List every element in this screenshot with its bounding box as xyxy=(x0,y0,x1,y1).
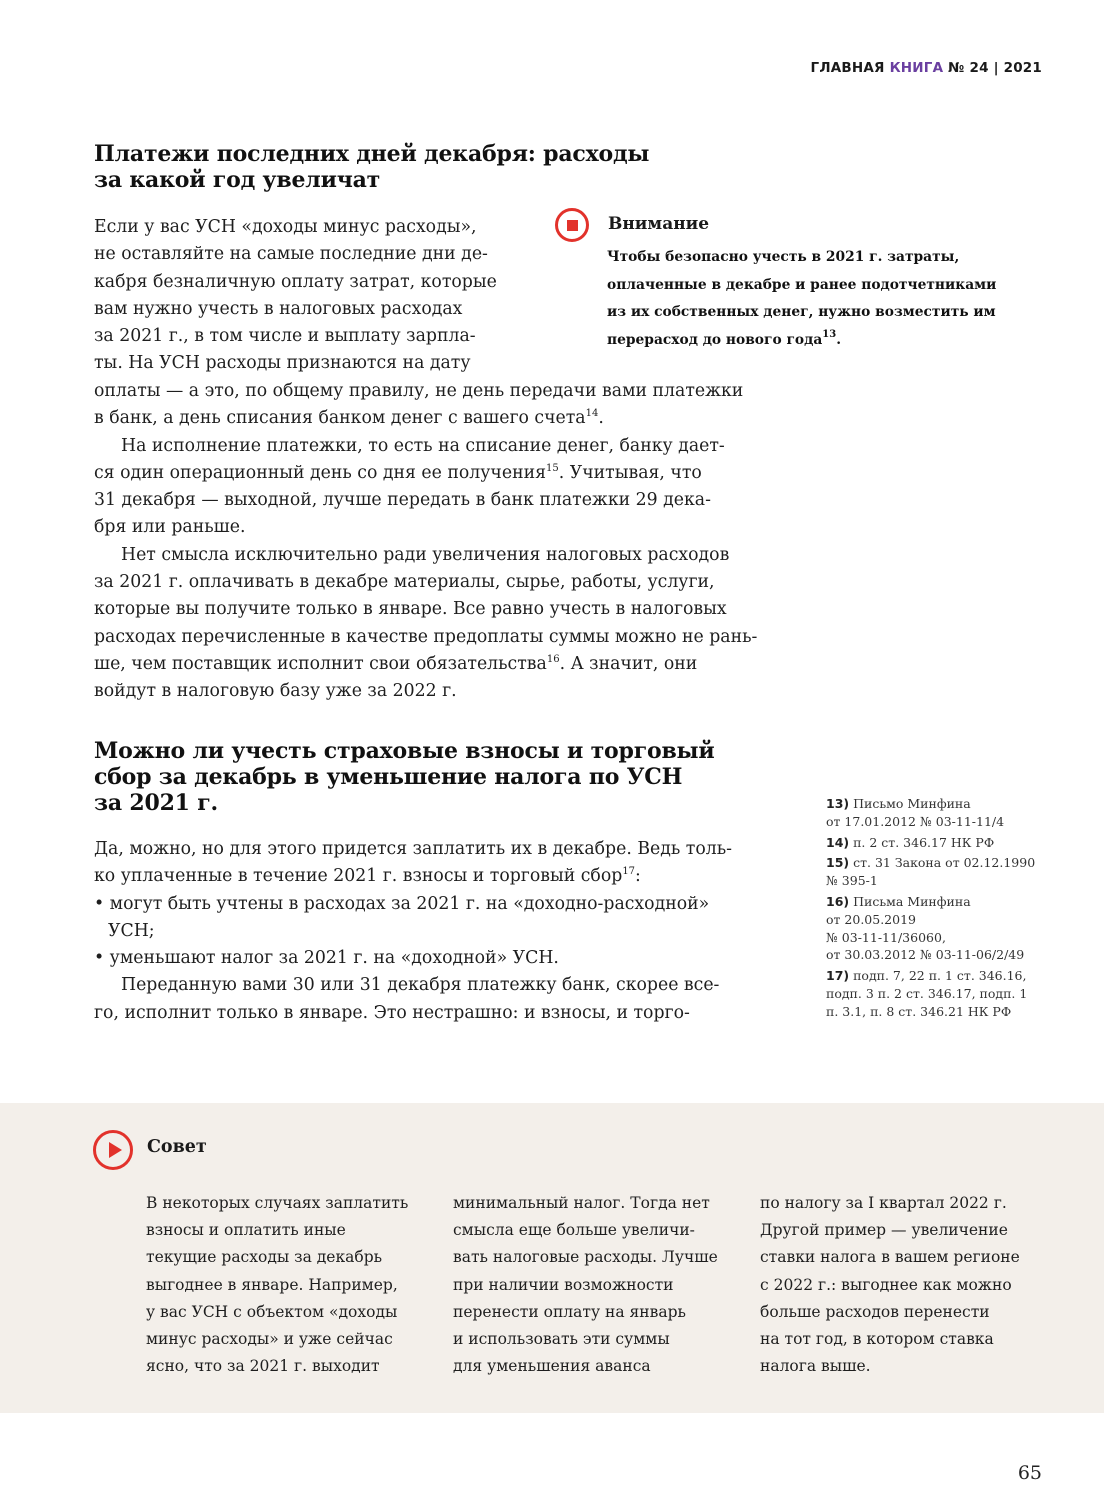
list-item: • уменьшают налог за 2021 г. на «доходной» УСН. xyxy=(94,948,559,969)
footnote-15: 15) ст. 31 Закона от 02.12.1990 № 395-1 xyxy=(826,855,1036,889)
footnote-ref-16: 16 xyxy=(546,653,560,665)
footnote-13: 13) Письмо Минфина от 17.01.2012 № 03-11-11/4 xyxy=(826,796,1005,829)
advice-column-1: В некоторых случаях заплатить взносы и оплатить иные текущие расходы за декабрь выгоднее в январе. Например, у вас УСН с объектом «доходы минус расходы» и уже сейчас ясно, что за 2021 г. выходит xyxy=(146,1194,409,1376)
footnote-ref-13: 13 xyxy=(822,328,837,340)
footnote-ref-14: 14 xyxy=(585,408,599,420)
footnotes xyxy=(826,795,1056,1024)
attention-text: Чтобы безопасно учесть в 2021 г. затраты, оплаченные в декабре и ранее подотчетниками из их собственных денег, нужно возместить им перерасход до нового года$^{13}$. xyxy=(607,249,997,348)
section1-wide-text: оплаты — а это, по общему правилу, не день передачи вами платежки в банк, а день списания банком денег с вашего счета$^{14}$. На исполнение платежки, то есть на списание денег, банку дает- ся один операционный день со дня ее получения$^{15}$. Учитывая, что 31 декабря — выходной, лучше передать в банк платежки 29 дека- бря или раньше. Нет смысла исключительно ради увеличения налоговых расходов за 2021 г. оплачивать в декабре материалы, сырье, работы, услуги, которые вы получите только в январе. Все равно учесть в налоговых расходах перечисленные в качестве предоплаты суммы можно не рань- ше, чем поставщик исполнит свои обязательства$^{16}$. А значит, они войдут в налоговую базу уже за 2022 г. xyxy=(94,381,758,702)
masthead-issue: № 24 | 2021 xyxy=(948,60,1042,76)
section1-title: Платежи последних дней декабря: расходы за какой год увеличат xyxy=(94,141,650,193)
footnote-14: 14) п. 2 ст. 346.17 НК РФ xyxy=(826,834,995,850)
footnote-17: 17) подп. 7, 22 п. 1 ст. 346.16, подп. 3 п. 2 ст. 346.17, подп. 1 п. 3.1, п. 8 ст. 346.21 НК РФ xyxy=(826,968,1028,1019)
section2-text: Да, можно, но для этого придется заплатить их в декабре. Ведь толь- ко уплаченные в течение 2021 г. взносы и торговый сбор$^{17}$: • могут быть учтены в расходах за 2021 г. на «доходно-расходной» УСН; • уменьшают налог за 2021 г. на «доходной» УСН. Переданную вами 30 или 31 декабря платежку банк, скорее все- го, исполнит только в январе. Это нестрашно: и взносы, и торго- xyxy=(94,836,774,1027)
masthead-brand-1: ГЛАВНАЯ xyxy=(810,60,885,76)
play-icon xyxy=(93,1130,133,1170)
advice-title: Совет xyxy=(147,1137,207,1157)
advice-column-3: по налогу за I квартал 2022 г. Другой пример — увеличение ставки налога в вашем регионе с 2022 г.: выгоднее как можно больше расходов перенести на тот год, в котором ставка налога выше. xyxy=(760,1194,1020,1376)
attention-stop-icon xyxy=(555,208,589,242)
masthead xyxy=(811,60,1042,76)
advice-column-2: минимальный налог. Тогда нет смысла еще больше увеличи- вать налоговые расходы. Лучше при наличии возможности перенести оплату на январь и использовать эти суммы для уменьшения аванса xyxy=(453,1194,718,1376)
attention-title: Внимание xyxy=(608,214,710,234)
page-number: 65 xyxy=(1017,1462,1042,1484)
masthead-brand-2: КНИГА xyxy=(889,60,944,76)
footnote-ref-17: 17 xyxy=(622,866,636,878)
footnote-ref-15: 15 xyxy=(546,462,559,474)
list-item: • могут быть учтены в расходах за 2021 г. на «доходно-расходной» xyxy=(94,893,710,914)
section2-title: Можно ли учесть страховые взносы и торговый сбор за декабрь в уменьшение налога по УСН за 2021 г. xyxy=(94,738,715,816)
footnote-16: 16) Письма Минфина от 20.05.2019 № 03-11-11/36060, от 30.03.2012 № 03-11-06/2/49 xyxy=(826,893,1025,963)
section1-narrow-text: Если у вас УСН «доходы минус расходы», не оставляйте на самые последние дни де- кабря безналичную оплату затрат, которые вам нужно учесть в налоговых расходах за 2021 г., в том числе и выплату зарпла- ты. На УСН расходы признаются на дату xyxy=(94,217,497,374)
